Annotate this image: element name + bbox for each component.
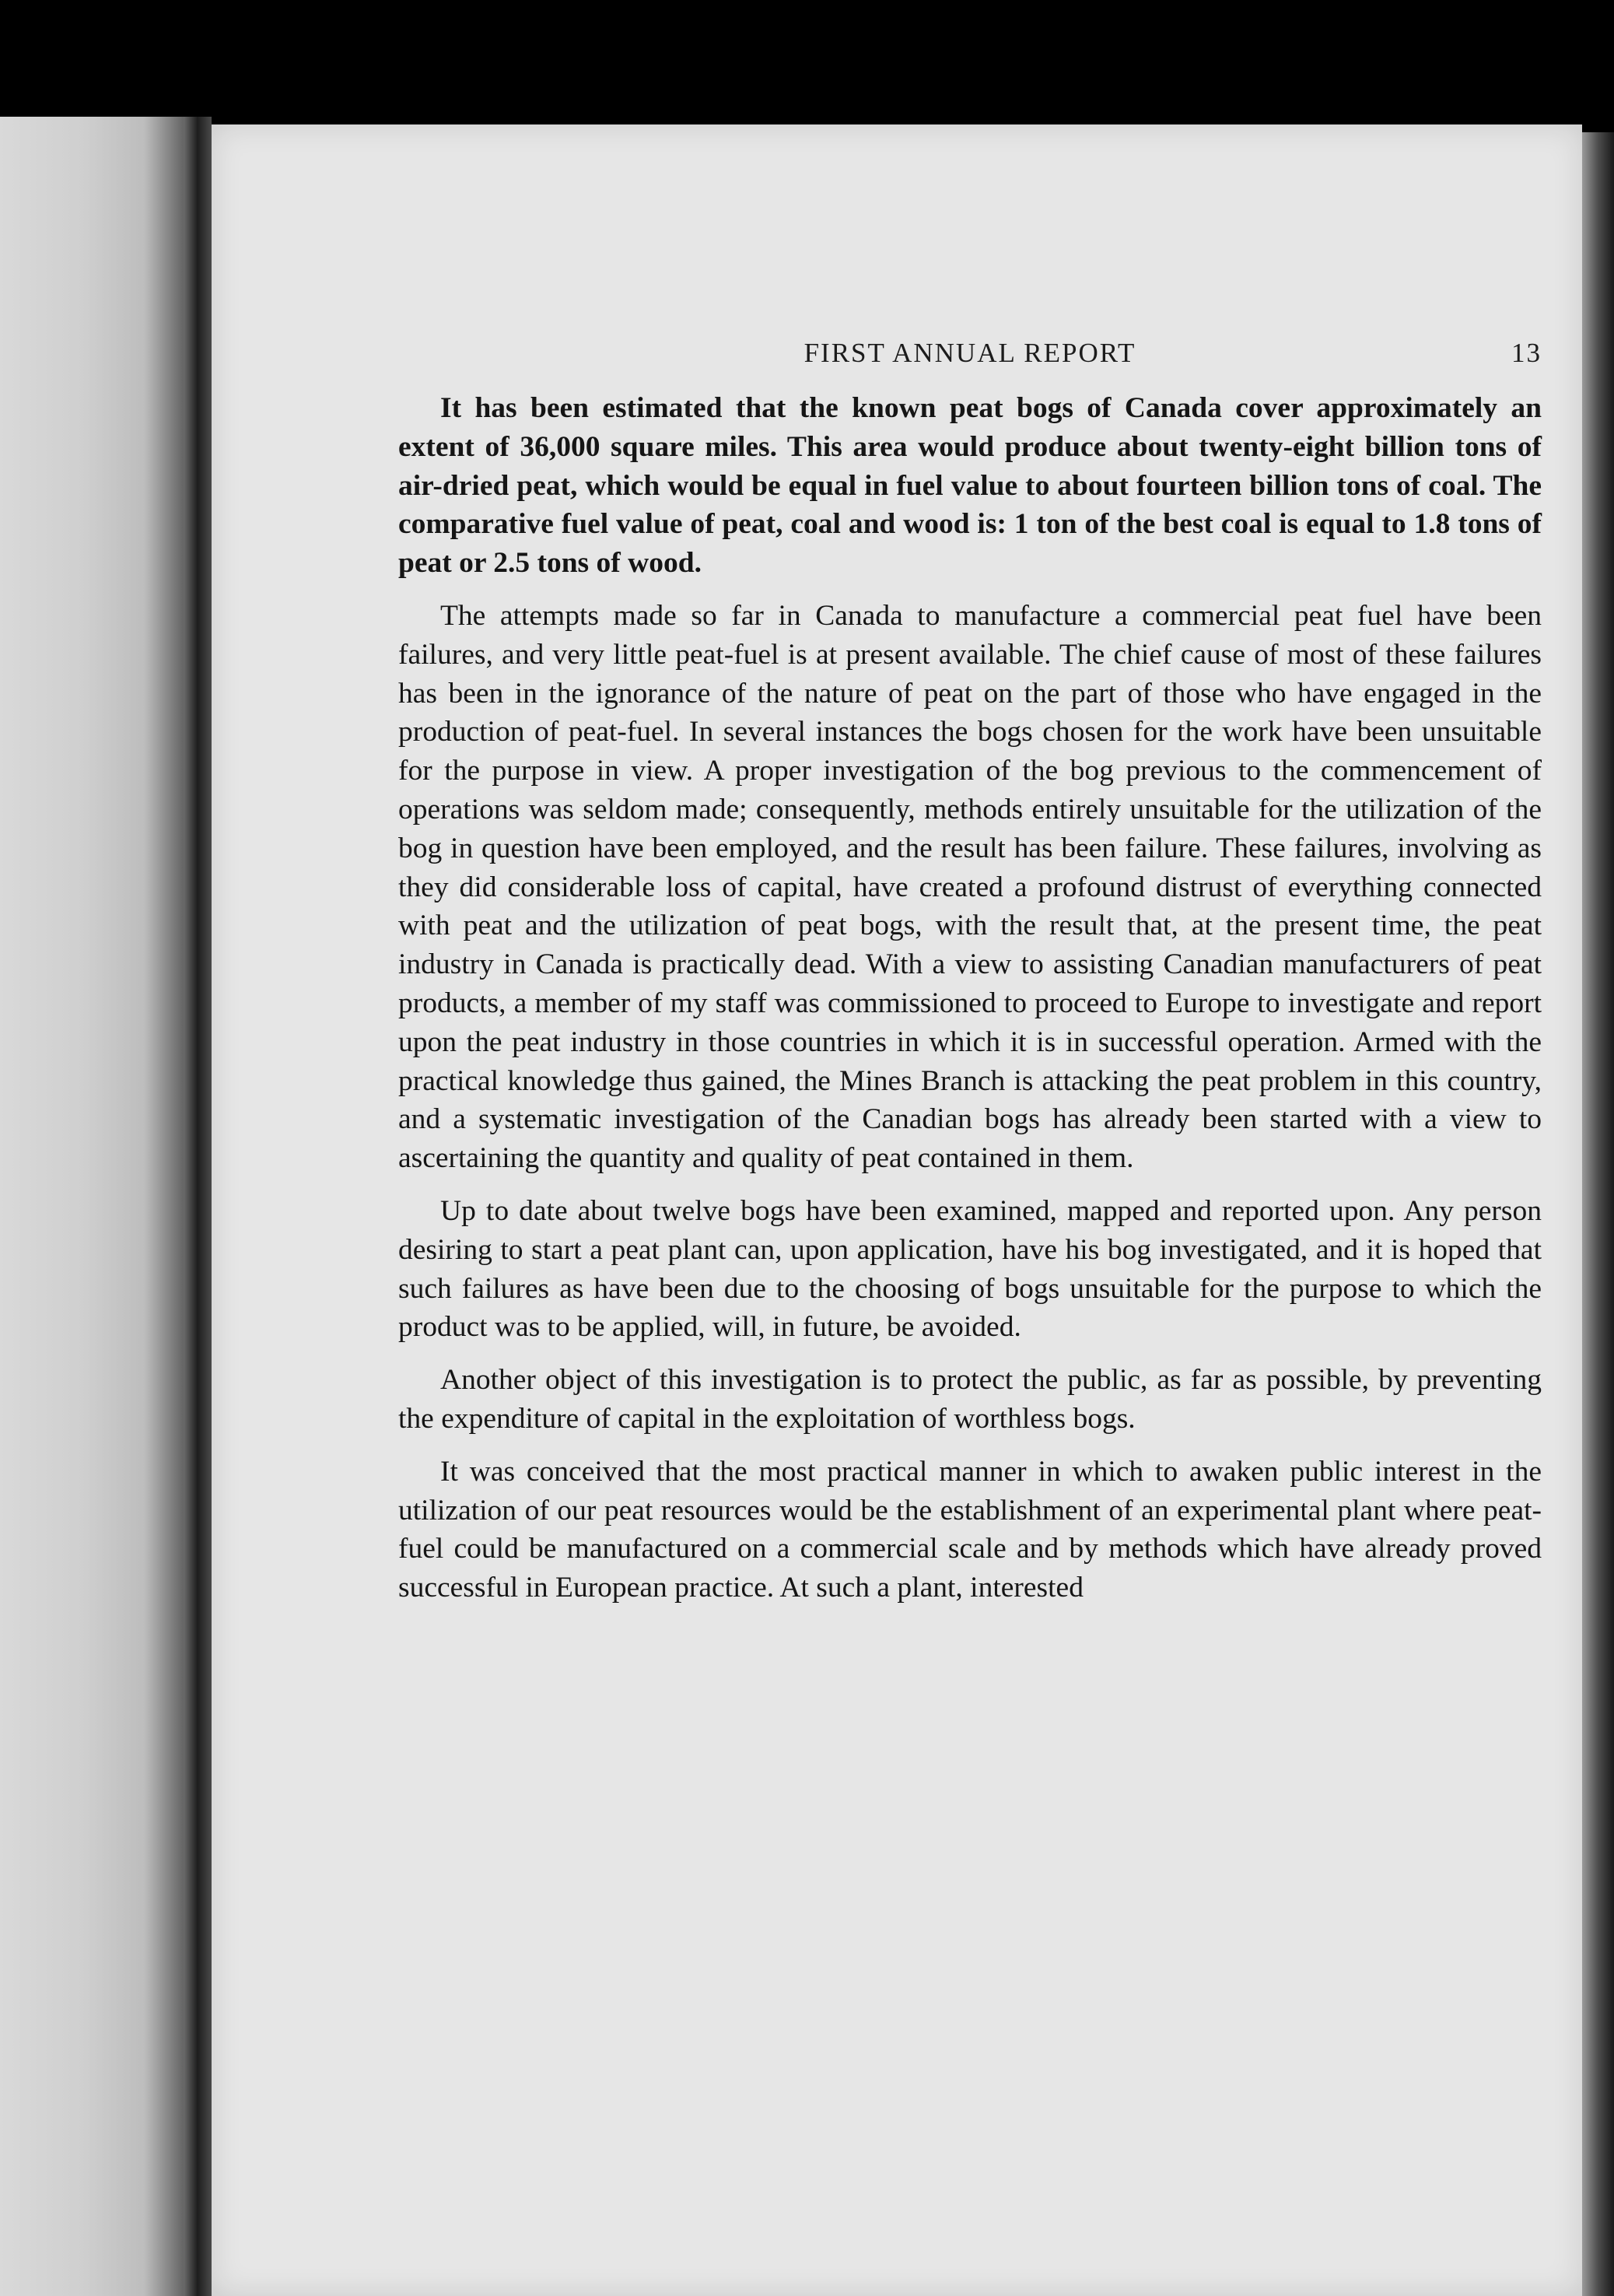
left-page-edge [0, 117, 206, 2296]
paragraph-failures: The attempts made so far in Canada to manufacture a commercial peat fuel have been failures, and very little peat-fuel is at present available. The chief cause of most of these failures has been in the ignorance of the nature of peat on the part of those who have engaged in the production of peat-fuel. In several instances the bogs chosen for the work have been unsuitable for the purpose in view. A proper investigation of the bog previous to the commencement of operations was seldom made; consequently, methods entirely unsuitable for the utilization of the bog in question have been employed, and the result has been failure. These failures, involving as they did considerable loss of capital, have created a profound distrust of everything connected with peat and the utilization of peat bogs, with the result that, at the present time, the peat industry in Canada is practically dead. With a view to assisting Canadian manufacturers of peat products, a member of my staff was commissioned to proceed to Europe to investigate and report upon the peat industry in those countries in which it is in successful operation. Armed with the practical knowledge thus gained, the Mines Branch is attacking the peat problem in this country, and a systematic investigation of the Canadian bogs has already been started with a view to ascertaining the quantity and quality of peat contained in them. [398, 599, 1542, 1175]
body-text [398, 389, 1542, 1621]
page-number: 13 [1511, 338, 1542, 368]
running-head [398, 338, 1542, 384]
paragraph-protect-public: Another object of this investigation is to protect the public, as far as possible, by preventing the expenditure of capital in the exploitation of worthless bogs. [398, 1364, 1542, 1435]
running-title: FIRST ANNUAL REPORT [803, 338, 1136, 368]
right-page-edge [1582, 132, 1614, 2296]
paragraph-bogs-examined: Up to date about twelve bogs have been examined, mapped and reported upon. Any person desiring to start a peat plant can, upon application, have his bog investigated, and it is hoped that such failures as have been due to the choosing of bogs unsuitable for the purpose to which the product was to be applied, will, in future, be avoided. [398, 1194, 1542, 1344]
paragraph-experimental-plant: It was conceived that the most practical manner in which to awaken public interest in the utilization of our peat resources would be the establishment of an experimental plant where peat-fuel could be manufactured on a commercial scale and by methods which have already proved successful in European practice. At such a plant, interested [398, 1455, 1542, 1604]
paragraph-peat-extent: It has been estimated that the known peat bogs of Canada cover approximately an extent of 36,000 square miles. This area would produce about twenty-eight billion tons of air-dried peat, which would be equal in fuel value to about fourteen billion tons of coal. The comparative fuel value of peat, coal and wood is: 1 ton of the best coal is equal to 1.8 tons of peat or 2.5 tons of wood. [398, 392, 1542, 580]
book-page [212, 124, 1582, 2296]
book-spine-shadow [184, 117, 212, 2296]
